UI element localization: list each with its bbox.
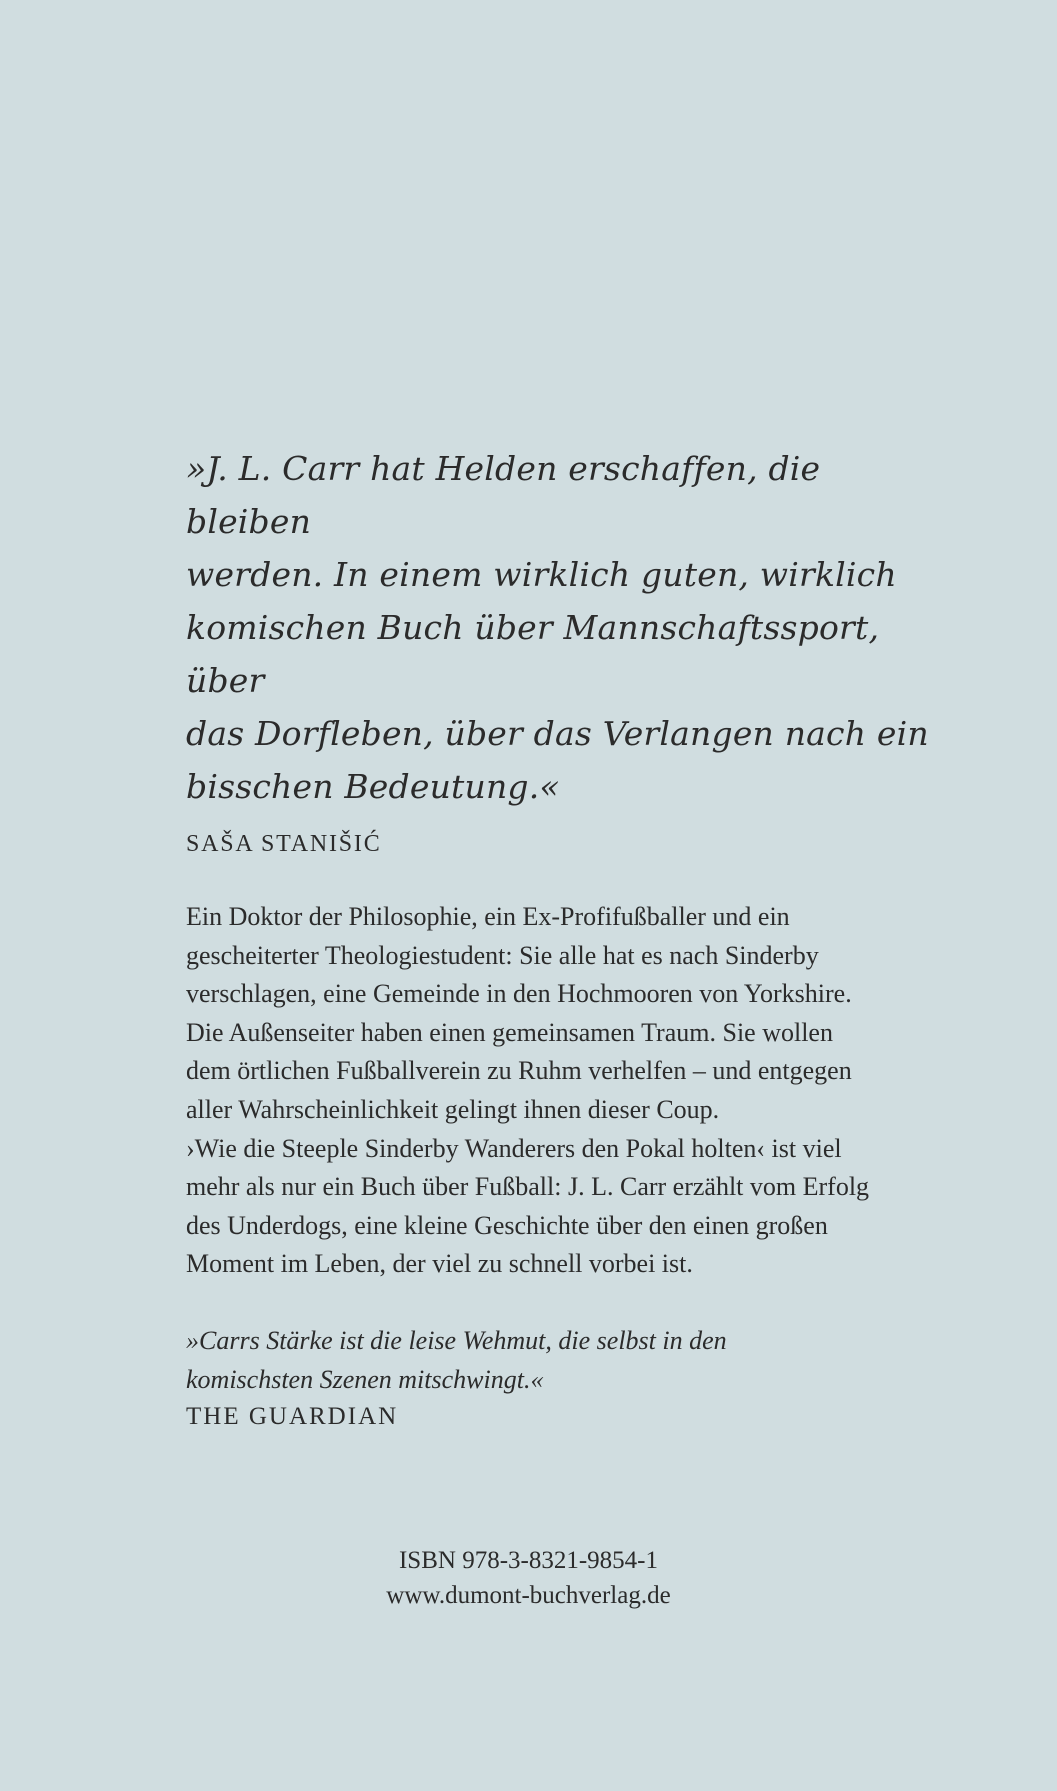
second-quote xyxy=(186,1322,946,1399)
description-line: mehr als nur ein Buch über Fußball: J. L. Carr erzählt vom Erfolg xyxy=(186,1172,870,1202)
publisher-website: www.dumont-buchverlag.de xyxy=(386,1582,671,1609)
main-quote-line: werden. In einem wirklich guten, wirklich xyxy=(186,555,897,594)
description-line: dem örtlichen Fußballverein zu Ruhm verhelfen – und entgegen xyxy=(186,1056,852,1086)
description-line: Moment im Leben, der viel zu schnell vorbei ist. xyxy=(186,1249,693,1279)
publisher-footer xyxy=(0,1543,1057,1613)
description-line: ›Wie die Steeple Sinderby Wanderers den Pokal holten‹ ist viel xyxy=(186,1133,842,1163)
book-description xyxy=(186,898,946,1284)
second-quote-line: »Carrs Stärke ist die leise Wehmut, die selbst in den xyxy=(186,1325,727,1355)
description-line: gescheiterter Theologiestudent: Sie alle hat es nach Sinderby xyxy=(186,940,819,970)
isbn: ISBN 978-3-8321-9854-1 xyxy=(398,1547,658,1574)
main-quote-line: bisschen Bedeutung.« xyxy=(186,767,560,806)
description-line: Die Außenseiter haben einen gemeinsamen Traum. Sie wollen xyxy=(186,1017,833,1047)
main-quote-line: »J. L. Carr hat Helden erschaffen, die bleiben xyxy=(186,449,821,541)
description-line: Ein Doktor der Philosophie, ein Ex-Profifußballer und ein xyxy=(186,902,790,931)
description-line: verschlagen, eine Gemeinde in den Hochmooren von Yorkshire. xyxy=(186,979,852,1009)
cover-text-block xyxy=(186,442,946,1431)
second-quote-attribution: THE GUARDIAN xyxy=(186,1403,399,1431)
main-quote-line: das Dorfleben, über das Verlangen nach ein xyxy=(186,714,929,753)
main-quote-attribution: SAŠA STANIŠIĆ xyxy=(186,831,382,857)
second-quote-line: komischsten Szenen mitschwingt.« xyxy=(186,1364,544,1394)
description-line: des Underdogs, eine kleine Geschichte über den einen großen xyxy=(186,1210,828,1240)
description-line: aller Wahrscheinlichkeit gelingt ihnen dieser Coup. xyxy=(186,1094,720,1124)
main-quote xyxy=(186,442,946,813)
main-quote-line: komischen Buch über Mannschaftssport, über xyxy=(186,608,880,700)
